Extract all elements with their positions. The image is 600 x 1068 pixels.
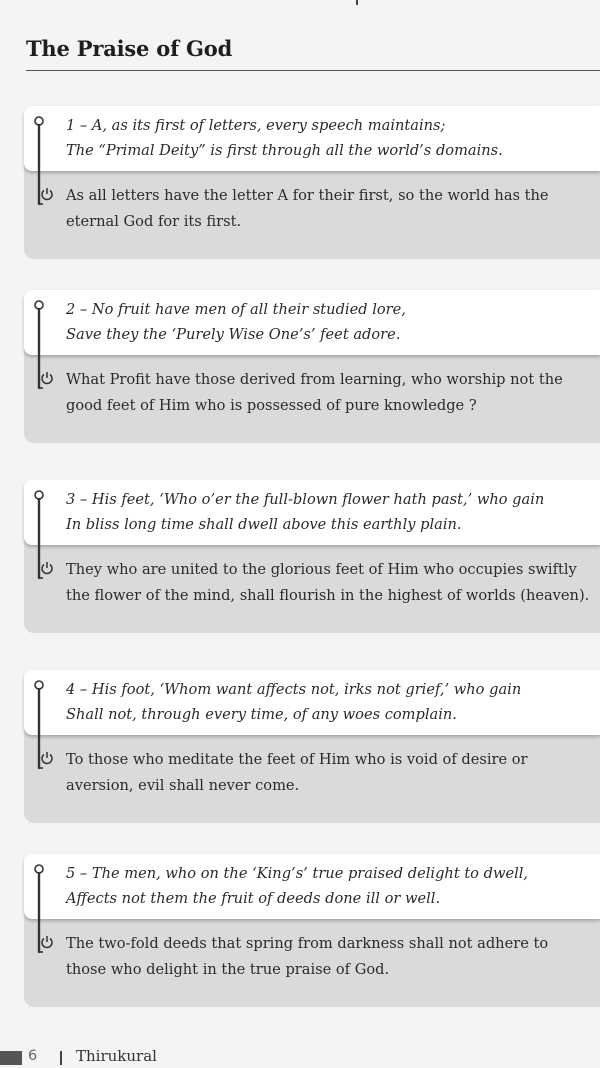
meaning-box <box>24 165 600 259</box>
pin-connector-icon <box>33 864 49 962</box>
kural-card-2 <box>24 290 600 443</box>
meaning-text: The two-fold deeds that spring from darkness shall not adhere to those who delight in the true praise of God. <box>66 935 549 978</box>
book-title: Thirukural <box>76 1047 157 1065</box>
verse-line-2: The “Primal Deity” is first through all the world’s domains. <box>66 142 503 159</box>
kural-card-5 <box>24 854 600 1007</box>
pin-connector-icon <box>33 116 49 214</box>
verse-line-2: Affects not them the fruit of deeds done ill or well. <box>66 890 441 907</box>
verse-box <box>24 480 600 545</box>
verse-line-2: Save they the ‘Purely Wise One’s’ feet adore. <box>66 326 401 343</box>
verse-line-1: 2 – No fruit have men of all their studied lore, <box>66 301 406 318</box>
pin-connector-icon <box>33 300 49 398</box>
verse-line-1: 5 – The men, who on the ‘King’s’ true praised delight to dwell, <box>66 865 529 882</box>
pin-connector-icon <box>33 680 49 778</box>
meaning-box <box>24 349 600 443</box>
kural-card-4 <box>24 670 600 823</box>
meaning-box <box>24 539 600 633</box>
verse-line-2: Shall not, through every time, of any woes complain. <box>66 706 457 723</box>
meaning-box <box>24 729 600 823</box>
pin-connector-icon <box>33 490 49 588</box>
footer-separator <box>60 1051 62 1065</box>
verse-line-1: 1 – A, as its first of letters, every speech maintains; <box>66 117 446 134</box>
meaning-box <box>24 913 600 1007</box>
verse-box <box>24 106 600 171</box>
verse-box <box>24 854 600 919</box>
meaning-text: As all letters have the letter A for their first, so the world has the eternal God for its first. <box>66 187 549 230</box>
verse-line-2: In bliss long time shall dwell above this earthly plain. <box>66 516 462 533</box>
verse-line-1: 4 – His foot, ‘Whom want affects not, irks not grief,’ who gain <box>66 681 522 698</box>
page-title: The Praise of God <box>26 36 233 61</box>
kural-card-1 <box>24 106 600 259</box>
verse-box <box>24 290 600 355</box>
verse-box <box>24 670 600 735</box>
page-edge-mark <box>356 0 358 5</box>
meaning-text: To those who meditate the feet of Him who is void of desire or aversion, evil shall never come. <box>66 751 528 794</box>
meaning-text: What Profit have those derived from learning, who worship not the good feet of Him who is possessed of pure knowledge ? <box>66 371 563 414</box>
title-divider <box>26 70 600 71</box>
kural-card-3 <box>24 480 600 633</box>
page-number: 6 <box>28 1048 38 1064</box>
page-footer <box>0 1046 600 1068</box>
meaning-text: They who are united to the glorious feet of Him who occupies swiftly the flower of the mind, shall flourish in the highest of worlds (heaven). <box>66 561 590 604</box>
footer-bar <box>0 1051 22 1065</box>
verse-line-1: 3 – His feet, ‘Who o’er the full-blown flower hath past,’ who gain <box>66 491 545 508</box>
